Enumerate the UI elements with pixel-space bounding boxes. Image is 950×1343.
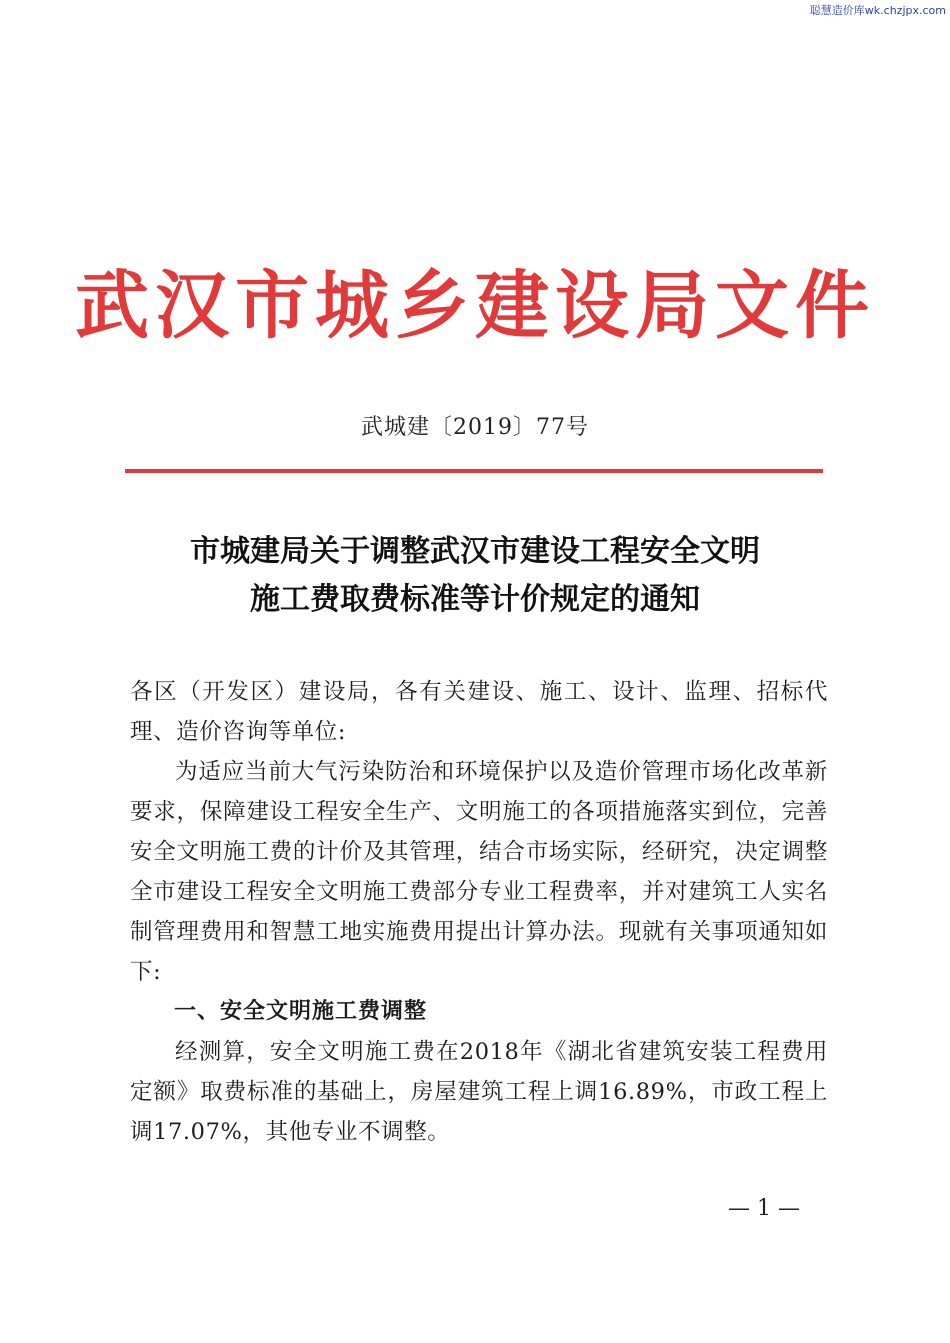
addressee-paragraph: 各区（开发区）建设局，各有关建设、施工、设计、监理、招标代理、造价咨询等单位: bbox=[130, 679, 828, 745]
section-1-heading: 一、安全文明施工费调整 bbox=[174, 999, 428, 1024]
section-1-paragraph: 经测算，安全文明施工费在2018年《湖北省建筑安装工程费用定额》取费标准的基础上，房屋建筑工程上调16.89%，市政工程上调17.07%，其他专业不调整。 bbox=[130, 1039, 828, 1145]
issuer-header: 武汉市城乡建设局文件 bbox=[75, 263, 875, 349]
page-number: — 1 — bbox=[728, 1196, 800, 1221]
document-number: 武城建〔2019〕77号 bbox=[361, 415, 589, 440]
red-divider-line bbox=[125, 469, 823, 473]
title-line-2: 施工费取费标准等计价规定的通知 bbox=[250, 582, 700, 617]
intro-paragraph: 为适应当前大气污染防治和环境保护以及造价管理市场化改革新要求，保障建设工程安全生产、文明施工的各项措施落实到位，完善安全文明施工费的计价及其管理，结合市场实际，经研究，决定调整全市建设工程安全文明施工费部分专业工程费率，并对建筑工人实名制管理费用和智慧工地实施费用提出计算办法。现就有关事项通知如下: bbox=[130, 759, 828, 985]
document-body bbox=[130, 672, 828, 1152]
title-line-1: 市城建局关于调整武汉市建设工程安全文明 bbox=[190, 534, 760, 569]
site-watermark: 聪慧造价库wk.chzjpx.com bbox=[809, 4, 946, 17]
document-title bbox=[0, 528, 950, 624]
